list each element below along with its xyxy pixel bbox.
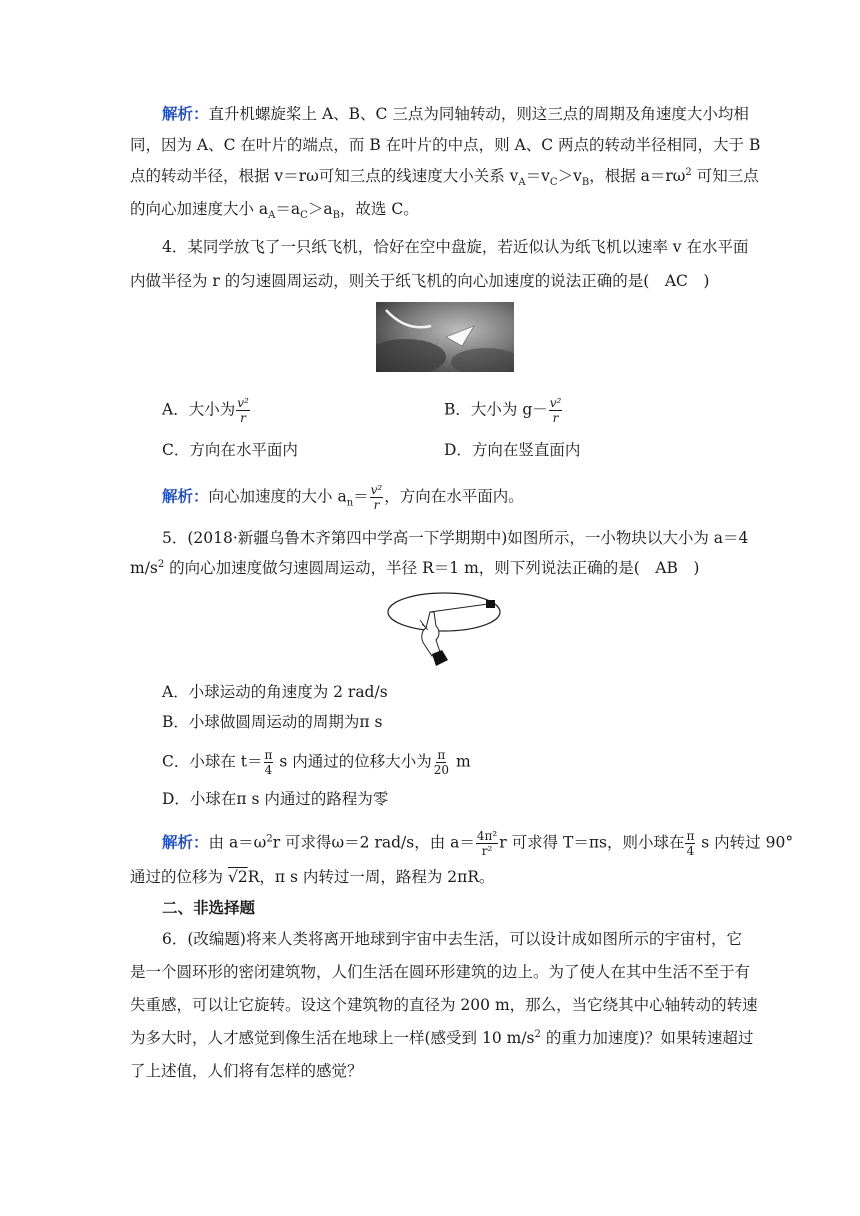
q5-option-d: D．小球在π s 内通过的路程为零 — [162, 790, 389, 808]
q5-explanation-line-2: 通过的位移为 √2R，π s 内转过一周，路程为 2πR。 — [130, 868, 495, 886]
q4-explanation: 解析：向心加速度的大小 $a_n=$ $\frac{\text{v²}}{r}$ ，方向在水平面内。 — [162, 483, 524, 512]
q6-stem-line-2: 是一个圆环形的密闭建筑物，人们生活在圆环形建筑的边上。为了使人在其中生活不至于有 — [130, 963, 751, 981]
q4-option-c: C．方向在水平面内 — [162, 441, 298, 459]
q4-option-a: A．大小为 $\frac{\text{v²}}{r}$ — [162, 396, 249, 425]
hand-circular-motion-figure — [386, 590, 510, 672]
q5-option-a: A．小球运动的角速度为 2 rad/s — [162, 683, 388, 701]
q3-explanation-line-1: 解析：直升机螺旋桨上 A、B、C 三点为同轴转动，则这三点的周期及角速度大小均相 — [162, 104, 749, 123]
q6-stem-line-4: 为多大时，人才感觉到像生活在地球上一样(感受到 10 $m/s^2$ 的重力加速度)？如果转速超过 — [130, 1028, 754, 1047]
section-title-non-choice: 二、非选择题 — [162, 898, 256, 917]
q5-option-b: B．小球做圆周运动的周期为π s — [162, 713, 383, 731]
q3-explanation-line-4: 的向心加速度大小 $a_A=a_C>a_B$，故选 C。 — [130, 200, 419, 222]
q6-stem-line-5: 了上述值，人们将有怎样的感觉？ — [130, 1062, 363, 1080]
q3-explanation-line-3: 点的转动半径，根据 v＝rω可知三点的线速度大小关系 $v_A=v_C>v_B$，根据 $a=r\omega^2$ 可知三点 — [130, 166, 759, 189]
paper-airplane-photo — [376, 302, 514, 372]
q4-option-b: B．大小为 g－ $\frac{\text{v²}}{r}$ — [444, 396, 562, 425]
q5-option-c: C．小球在 t＝ $\frac{\pi}{4}$ s 内通过的位移大小为 $\frac{\pi}{20}$ m — [162, 748, 471, 777]
q4-stem-line-2: 内做半径为 r 的匀速圆周运动，则关于纸飞机的向心加速度的说法正确的是( AC ) — [130, 272, 710, 290]
explanation-label: 解析： — [162, 104, 209, 123]
q5-stem-line-1: 5．(2018·新疆乌鲁木齐第四中学高一下学期期中)如图所示，一小物块以大小为 a＝4 — [162, 529, 749, 547]
q3-explanation-line-2: 同，因为 A、C 在叶片的端点，而 B 在叶片的中点，则 A、C 两点的转动半径相同，大于 B — [130, 136, 761, 154]
q4-option-d: D．方向在竖直面内 — [444, 441, 581, 459]
q6-stem-line-3: 失重感，可以让它旋转。设这个建筑物的直径为 200 m，那么，当它绕其中心轴转动的转速 — [130, 996, 758, 1014]
q6-stem-line-1: 6．(改编题)将来人类将离开地球到宇宙中去生活，可以设计成如图所示的宇宙村，它 — [162, 930, 742, 948]
q5-explanation-line-1: 解析：由 $a=\omega^2r$ 可求得ω＝2 rad/s，由 a＝ $\frac{\text{4π²}}{\text{r²}}$ r 可求得 T＝πs，则小球在 $\frac{\pi}{4}$ s 内转过 90° — [162, 829, 794, 858]
q4-stem-line-1: 4．某同学放飞了一只纸飞机，恰好在空中盘旋，若近似认为纸飞机以速率 v 在水平面 — [162, 238, 749, 256]
q5-stem-line-2: $m/s^2$ 的向心加速度做匀速圆周运动，半径 R＝1 m，则下列说法正确的是( AB ) — [130, 558, 700, 577]
sqrt-two: √2 — [227, 868, 248, 886]
